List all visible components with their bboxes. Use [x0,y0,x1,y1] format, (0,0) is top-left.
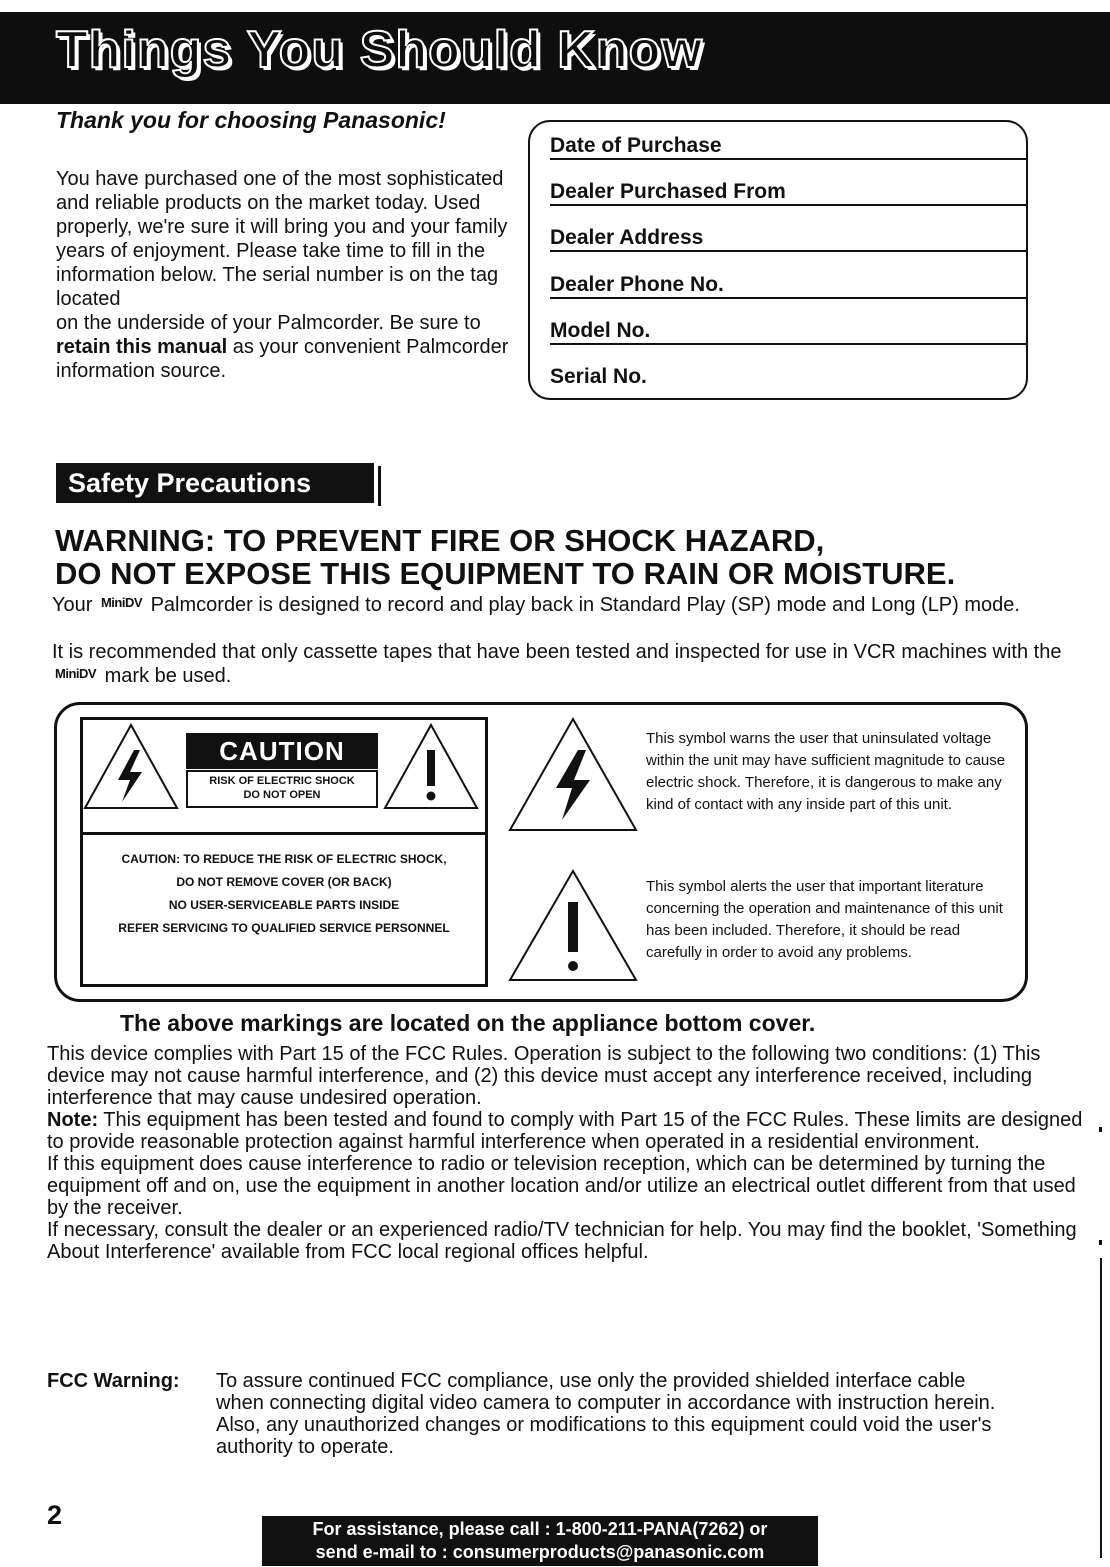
fcc-warning-text: To assure continued FCC compliance, use only the provided shielded interface cable when connecting digital video camera to computer in accordance with instruction herein. Also, any unauthorized changes or modifications to this equipment could void the user's authority to operate. [216,1370,996,1458]
intro-text [56,167,516,383]
margin-mark [1099,1240,1102,1245]
sp-text-a: Your [52,594,98,616]
retain-manual-emphasis: retain this manual [56,336,228,358]
markings-note: The above markings are located on the appliance bottom cover. [120,1010,816,1036]
caution-line-3: NO USER-SERVICEABLE PARTS INSIDE [168,898,400,912]
mini-dv-logo: MiniDV [55,666,97,681]
field-dealer-purchased-from[interactable]: Dealer Purchased From [550,178,1026,206]
caution-subtitle [186,770,378,808]
safety-precautions-tab: Safety Precautions [56,463,374,503]
exclamation-symbol-icon [506,868,640,984]
margin-rule [1100,1258,1102,1558]
fcc-paragraph-4: If necessary, consult the dealer or an experienced radio/TV technician for help. You may find the booklet, 'Something About Interference' available from FCC local regional offices helpful. [47,1219,1077,1263]
caution-instructions [82,848,486,940]
field-model-no[interactable]: Model No. [550,317,1026,345]
margin-mark [1099,1127,1102,1132]
warning-line-2: DO NOT EXPOSE THIS EQUIPMENT TO RAIN OR MOISTURE. [55,556,956,591]
cass-text-b: mark be used. [99,665,232,687]
caution-divider [80,832,488,835]
assist-phone: For assistance, please call : 1-800-211-PANA(7262) or [312,1519,768,1539]
lightning-warning-icon [82,722,180,812]
caution-line-4: REFER SERVICING TO QUALIFIED SERVICE PERSONNEL [118,921,450,935]
note-label: Note: [47,1109,99,1131]
field-dealer-address[interactable]: Dealer Address [550,224,1026,252]
caution-line-2: DO NOT REMOVE COVER (OR BACK) [176,875,392,889]
intro-paragraph-2 [56,311,516,383]
caution-sub-2: DO NOT OPEN [243,789,321,801]
cass-text-a: It is recommended that only cassette tapes that have been tested and inspected for use in VCR machines with the [52,641,1062,663]
sp-lp-paragraph [52,592,1092,616]
fcc-paragraph-3: If this equipment does cause interference to radio or television reception, which can be determined by turning the equipment off and on, use the equipment in another location and/or utilize an electrical outlet different from that used by the receiver. [47,1153,1076,1219]
intro-text-c: as your convenient Palmcorder information source. [56,336,509,382]
fcc-paragraph-1: This device complies with Part 15 of the FCC Rules. Operation is subject to the following two conditions: (1) This device may not cause harmful interference, and (2) this device must accept any interference received, including interference that may cause undesired operation. [47,1043,1041,1109]
sp-text-b: Palmcorder is designed to record and play back in Standard Play (SP) mode and Long (LP) mode. [145,594,1020,616]
thanks-heading: Thank you for choosing Panasonic! [56,107,446,133]
fcc-warning-label: FCC Warning: [47,1370,180,1392]
exclamation-warning-icon [382,722,480,812]
warning-line-1: WARNING: TO PREVENT FIRE OR SHOCK HAZARD, [55,523,825,558]
note-text: This equipment has been tested and found to comply with Part 15 of the FCC Rules. These limits are designed to provide reasonable protection against harmful interference when operated in a residential environment. [47,1109,1083,1153]
page-title: Things You Should Know [56,21,703,79]
assist-email: send e-mail to : consumerproducts@panasonic.com [315,1542,765,1562]
field-date-of-purchase[interactable]: Date of Purchase [550,132,1026,160]
intro-paragraph-1: You have purchased one of the most sophisticated and reliable products on the market today. Used properly, we're sure it will bring you and your family years of enjoyment. Please take time to fill in the information below. The serial number is on the tag located [56,168,508,310]
purchase-info-box [528,120,1028,400]
page-number: 2 [47,1500,63,1530]
assistance-banner [262,1516,818,1566]
fcc-compliance-text [47,1043,1087,1263]
caution-title: CAUTION [186,733,378,769]
tab-rule [378,466,381,506]
caution-line-1: CAUTION: TO REDUCE THE RISK OF ELECTRIC SHOCK, [121,852,447,866]
lightning-symbol-icon [506,716,640,834]
fire-shock-warning [55,524,1095,590]
cassette-paragraph [52,642,1092,687]
field-serial-no[interactable]: Serial No. [550,365,647,388]
intro-text-a: on the underside of your Palmcorder. Be sure to [56,312,481,334]
lightning-symbol-description: This symbol warns the user that uninsulated voltage within the unit may have sufficient magnitude to cause electric shock. Therefore, it is dangerous to make any kind of contact with any inside part of this unit. [646,730,1006,813]
mini-dv-logo: MiniDV [100,595,143,610]
fcc-note-paragraph [47,1109,1087,1153]
caution-sub-1: RISK OF ELECTRIC SHOCK [209,775,355,787]
exclamation-symbol-description: This symbol alerts the user that important literature concerning the operation and maintenance of this unit has been included. Therefore, it should be read carefully in order to avoid any problems. [646,878,1003,961]
field-dealer-phone[interactable]: Dealer Phone No. [550,271,1026,299]
